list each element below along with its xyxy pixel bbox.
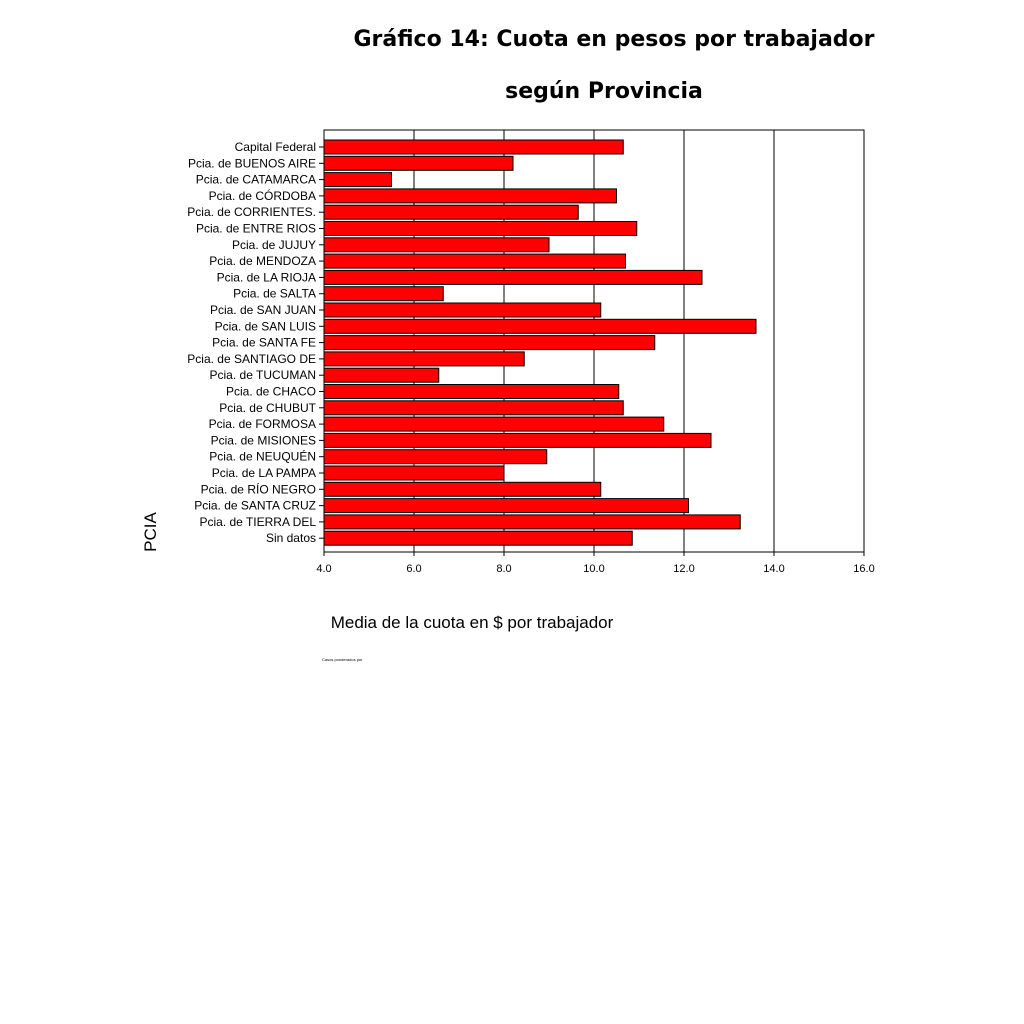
- category-label: Pcia. de SALTA: [233, 286, 316, 301]
- y-axis-category-labels: [187, 140, 316, 545]
- x-tick-label: 4.0: [316, 563, 332, 575]
- bar-2: [324, 173, 392, 187]
- bar-6: [324, 238, 549, 252]
- bars: [324, 140, 756, 545]
- category-label: Pcia. de RÍO NEGRO: [200, 482, 316, 497]
- category-label: Capital Federal: [234, 140, 316, 154]
- category-label: Pcia. de SAN LUIS: [214, 319, 316, 334]
- bar-4: [324, 205, 578, 219]
- category-label: Pcia. de CÓRDOBA: [208, 188, 316, 203]
- footnote-text: Casos ponderados por: [322, 657, 363, 662]
- chart-title-line1: Gráfico 14: Cuota en pesos por trabajador: [353, 27, 875, 52]
- bar-18: [324, 433, 711, 447]
- category-label: Pcia. de NEUQUÉN: [209, 449, 316, 464]
- category-label: Pcia. de ENTRE RIOS: [195, 221, 316, 236]
- category-label: Pcia. de LA RIOJA: [216, 270, 316, 285]
- x-axis-ticks: [316, 552, 874, 575]
- bar-17: [324, 417, 664, 431]
- bar-13: [324, 352, 524, 366]
- category-label: Pcia. de LA PAMPA: [211, 466, 316, 480]
- bar-22: [324, 499, 689, 513]
- bar-7: [324, 254, 626, 268]
- bar-12: [324, 336, 655, 350]
- category-label: Pcia. de FORMOSA: [208, 417, 316, 432]
- bar-1: [324, 156, 513, 170]
- category-label: Pcia. de BUENOS AIRE: [187, 156, 316, 171]
- category-label: Pcia. de CHACO: [225, 384, 316, 399]
- category-label: Pcia. de SANTA FE: [212, 335, 316, 350]
- bar-24: [324, 531, 632, 545]
- bar-11: [324, 319, 756, 333]
- category-label: Pcia. de CORRIENTES.: [187, 205, 316, 220]
- category-label: Pcia. de SANTA CRUZ: [194, 498, 316, 513]
- x-tick-label: 6.0: [406, 563, 422, 575]
- bar-3: [324, 189, 617, 203]
- bar-19: [324, 450, 547, 464]
- bar-9: [324, 287, 443, 301]
- bar-20: [324, 466, 504, 480]
- x-tick-label: 8.0: [496, 563, 512, 575]
- category-label: Pcia. de TUCUMAN: [209, 368, 316, 383]
- y-axis-title: PCIA: [141, 512, 160, 552]
- y-axis-ticks: [319, 147, 324, 538]
- bar-21: [324, 482, 601, 496]
- category-label: Pcia. de TIERRA DEL: [199, 514, 316, 529]
- bar-15: [324, 385, 619, 399]
- category-label: Sin datos: [265, 531, 316, 546]
- category-label: Pcia. de MISIONES: [210, 433, 316, 448]
- bar-5: [324, 222, 637, 236]
- bar-23: [324, 515, 740, 529]
- category-label: Pcia. de JUJUY: [231, 237, 316, 252]
- category-label: Pcia. de MENDOZA: [209, 254, 316, 269]
- x-tick-label: 14.0: [763, 563, 785, 575]
- x-tick-label: 12.0: [673, 563, 695, 575]
- category-label: Pcia. de CHUBUT: [219, 400, 316, 415]
- bar-14: [324, 368, 439, 382]
- category-label: Pcia. de CATAMARCA: [195, 172, 316, 187]
- bar-8: [324, 270, 702, 284]
- bar-16: [324, 401, 623, 415]
- bar-0: [324, 140, 623, 154]
- category-label: Pcia. de SAN JUAN: [209, 303, 316, 317]
- chart-title-line2: según Provincia: [505, 79, 703, 104]
- x-tick-label: 10.0: [583, 563, 605, 575]
- bar-10: [324, 303, 601, 317]
- x-axis-title: Media de la cuota en $ por trabajador: [330, 613, 614, 632]
- x-tick-label: 16.0: [853, 563, 875, 575]
- category-label: Pcia. de SANTIAGO DE: [187, 351, 316, 366]
